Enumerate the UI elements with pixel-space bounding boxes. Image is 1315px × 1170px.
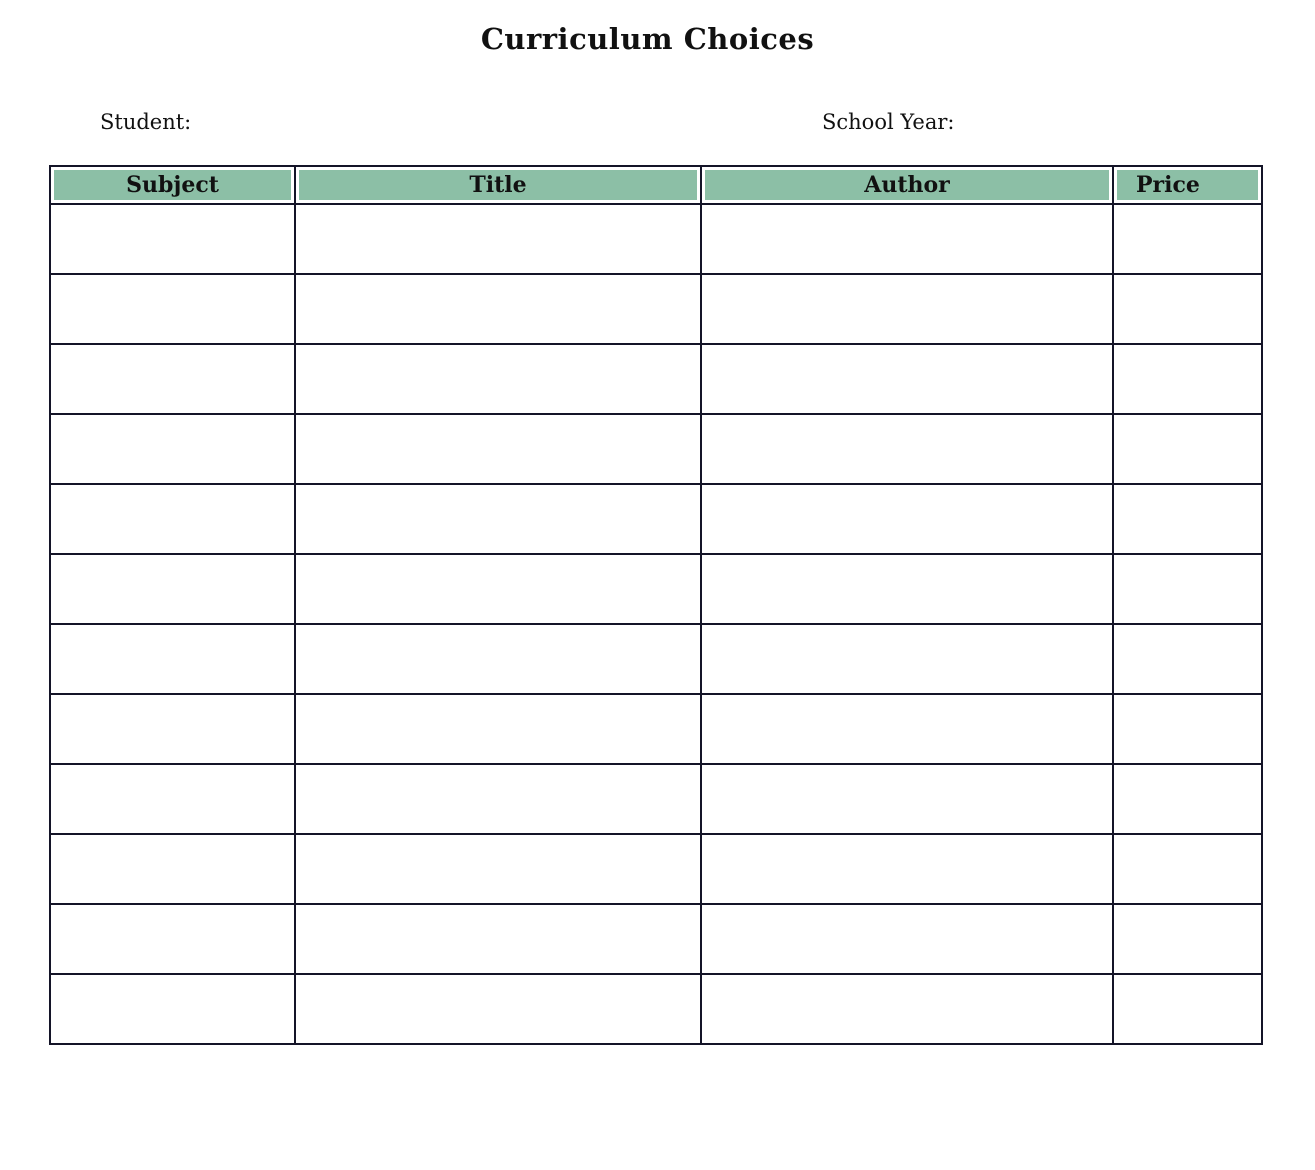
cell-author[interactable]	[701, 974, 1113, 1044]
cell-author[interactable]	[701, 484, 1113, 554]
cell-title[interactable]	[295, 764, 701, 834]
cell-price[interactable]	[1113, 204, 1262, 274]
cell-price[interactable]	[1113, 344, 1262, 414]
cell-price[interactable]	[1113, 414, 1262, 484]
cell-author[interactable]	[701, 764, 1113, 834]
cell-title[interactable]	[295, 904, 701, 974]
student-label: Student:	[100, 110, 192, 134]
table-row	[50, 904, 1262, 974]
cell-price[interactable]	[1113, 904, 1262, 974]
cell-price[interactable]	[1113, 834, 1262, 904]
cell-subject[interactable]	[50, 904, 295, 974]
cell-title[interactable]	[295, 344, 701, 414]
table-row	[50, 624, 1262, 694]
cell-subject[interactable]	[50, 694, 295, 764]
cell-price[interactable]	[1113, 554, 1262, 624]
cell-author[interactable]	[701, 694, 1113, 764]
cell-subject[interactable]	[50, 974, 295, 1044]
cell-price[interactable]	[1113, 694, 1262, 764]
cell-subject[interactable]	[50, 484, 295, 554]
cell-title[interactable]	[295, 414, 701, 484]
cell-title[interactable]	[295, 834, 701, 904]
cell-price[interactable]	[1113, 274, 1262, 344]
cell-subject[interactable]	[50, 414, 295, 484]
cell-author[interactable]	[701, 414, 1113, 484]
header-subject: Subject	[50, 166, 295, 204]
cell-title[interactable]	[295, 554, 701, 624]
table-row	[50, 764, 1262, 834]
cell-title[interactable]	[295, 274, 701, 344]
cell-author[interactable]	[701, 344, 1113, 414]
table-row	[50, 694, 1262, 764]
table-row	[50, 344, 1262, 414]
cell-subject[interactable]	[50, 764, 295, 834]
header-author: Author	[701, 166, 1113, 204]
cell-price[interactable]	[1113, 624, 1262, 694]
cell-title[interactable]	[295, 204, 701, 274]
cell-subject[interactable]	[50, 204, 295, 274]
table-row	[50, 484, 1262, 554]
table-row	[50, 274, 1262, 344]
document-title: Curriculum Choices	[480, 22, 815, 56]
cell-subject[interactable]	[50, 554, 295, 624]
table-header-row	[50, 166, 1262, 204]
table-row	[50, 554, 1262, 624]
table-row	[50, 974, 1262, 1044]
curriculum-table	[49, 165, 1263, 1045]
cell-title[interactable]	[295, 484, 701, 554]
table-row	[50, 204, 1262, 274]
cell-author[interactable]	[701, 554, 1113, 624]
cell-title[interactable]	[295, 694, 701, 764]
cell-subject[interactable]	[50, 624, 295, 694]
cell-author[interactable]	[701, 624, 1113, 694]
cell-author[interactable]	[701, 904, 1113, 974]
school-year-label: School Year:	[822, 110, 955, 134]
cell-author[interactable]	[701, 274, 1113, 344]
cell-title[interactable]	[295, 974, 701, 1044]
cell-subject[interactable]	[50, 344, 295, 414]
cell-title[interactable]	[295, 624, 701, 694]
cell-subject[interactable]	[50, 274, 295, 344]
table-row	[50, 414, 1262, 484]
cell-price[interactable]	[1113, 974, 1262, 1044]
cell-author[interactable]	[701, 204, 1113, 274]
cell-price[interactable]	[1113, 484, 1262, 554]
header-price: Price	[1113, 166, 1262, 204]
table-body	[50, 204, 1262, 1044]
cell-price[interactable]	[1113, 764, 1262, 834]
cell-author[interactable]	[701, 834, 1113, 904]
cell-subject[interactable]	[50, 834, 295, 904]
header-title: Title	[295, 166, 701, 204]
table-row	[50, 834, 1262, 904]
